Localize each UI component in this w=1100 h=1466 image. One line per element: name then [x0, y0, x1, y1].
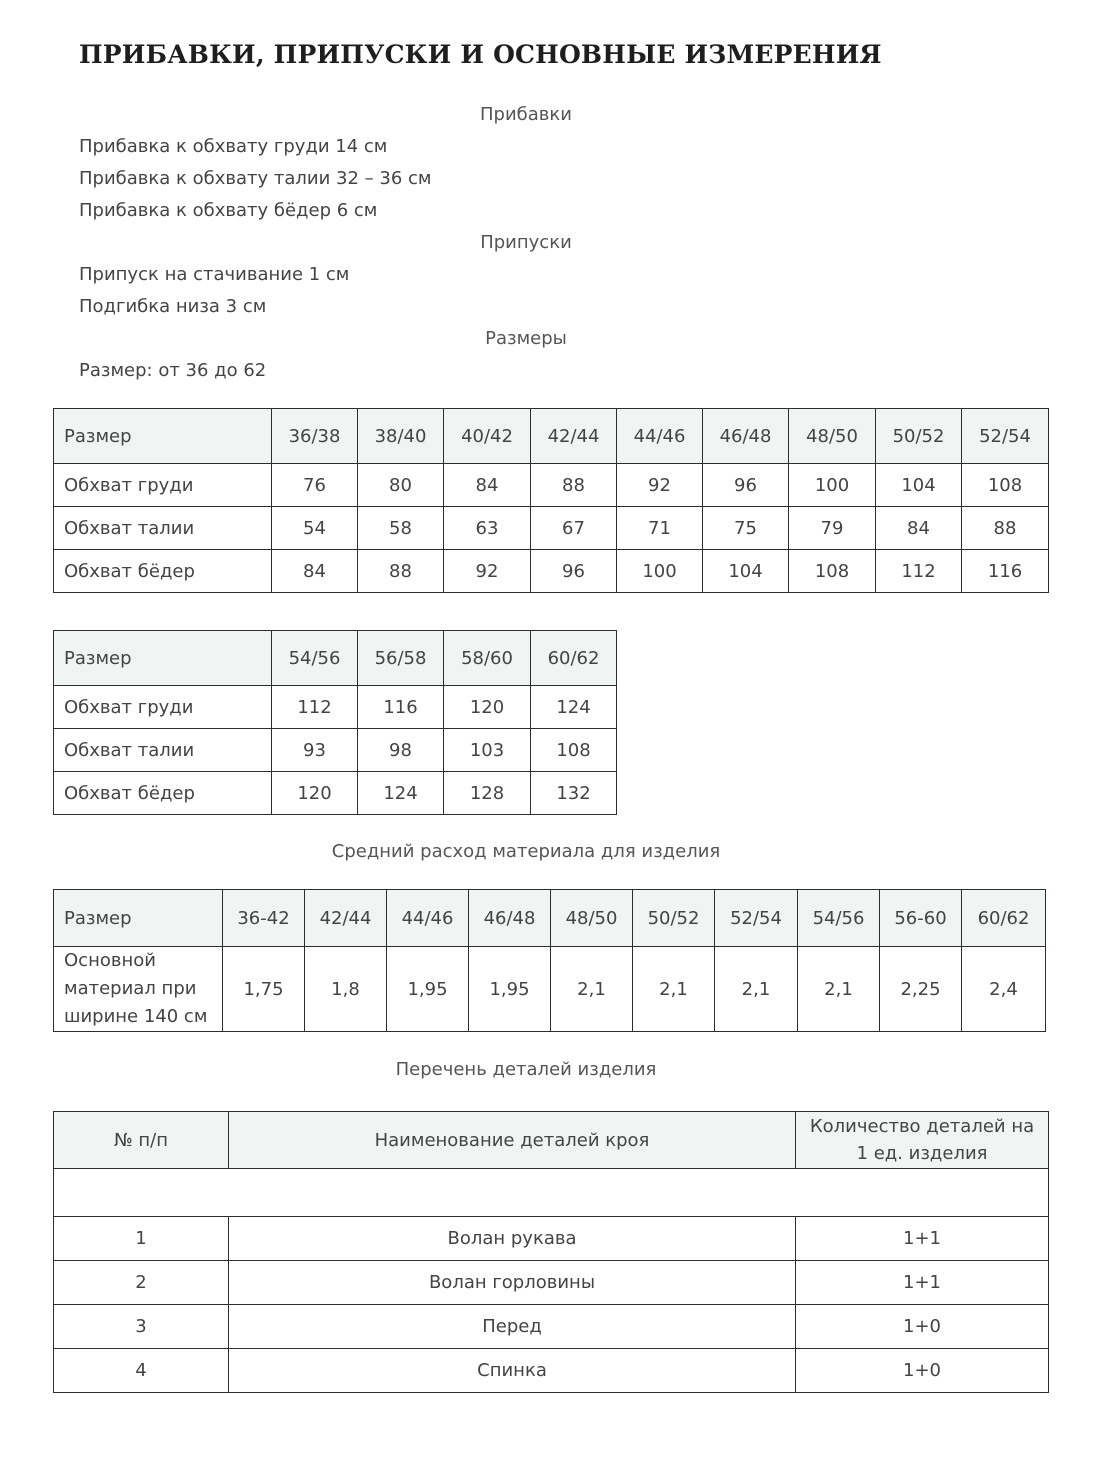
table-cell: 124	[531, 686, 617, 729]
header-cell: 48/50	[551, 890, 633, 947]
sizes-heading: Размеры	[485, 328, 567, 349]
table-row	[54, 772, 617, 815]
header-cell: Размер	[54, 890, 223, 947]
row-label: Обхват талии	[54, 729, 272, 772]
table-cell: 116	[962, 550, 1049, 593]
parts-heading: Перечень деталей изделия	[395, 1059, 657, 1080]
table-cell: 104	[876, 464, 962, 507]
table-cell: 98	[358, 729, 444, 772]
table-cell: 1+1	[796, 1261, 1049, 1305]
table-cell: 132	[531, 772, 617, 815]
header-cell-line: 1 ед. изделия	[856, 1143, 988, 1164]
table-header-row	[54, 890, 1046, 947]
page-title: ПРИБАВКИ, ПРИПУСКИ И ОСНОВНЫЕ ИЗМЕРЕНИЯ	[79, 40, 882, 69]
table-cell: 100	[789, 464, 876, 507]
header-cell: 52/54	[962, 409, 1049, 464]
header-cell: 58/60	[444, 631, 531, 686]
table-cell: 1	[54, 1217, 229, 1261]
header-cell: 36-42	[223, 890, 305, 947]
table-cell: 1+0	[796, 1349, 1049, 1393]
table-row	[54, 1217, 1049, 1261]
header-cell: 50/52	[633, 890, 715, 947]
table-cell: 1,95	[387, 947, 469, 1032]
header-cell: 44/46	[387, 890, 469, 947]
table-row	[54, 1261, 1049, 1305]
table-cell: 76	[272, 464, 358, 507]
table-cell: 108	[789, 550, 876, 593]
row-label-line: Основной	[64, 950, 156, 971]
header-cell: 36/38	[272, 409, 358, 464]
table-cell: 2,1	[633, 947, 715, 1032]
table-cell: 1+0	[796, 1305, 1049, 1349]
header-cell: 46/48	[469, 890, 551, 947]
header-cell: Наименование деталей кроя	[229, 1112, 796, 1169]
table-cell: 2,25	[880, 947, 962, 1032]
table-header-row	[54, 631, 617, 686]
table-cell: 120	[272, 772, 358, 815]
table-row	[54, 507, 1049, 550]
table-cell: 1,75	[223, 947, 305, 1032]
header-cell: 44/46	[617, 409, 703, 464]
table-row	[54, 464, 1049, 507]
table-cell: 2,4	[962, 947, 1046, 1032]
row-label: Обхват груди	[54, 686, 272, 729]
table-cell: 104	[703, 550, 789, 593]
table-row	[54, 947, 1046, 1032]
header-cell: 54/56	[272, 631, 358, 686]
table-cell: 128	[444, 772, 531, 815]
row-label-line: материал при	[64, 978, 197, 999]
table-cell: 88	[962, 507, 1049, 550]
table-cell: 103	[444, 729, 531, 772]
table-row	[54, 686, 617, 729]
header-cell: № п/п	[54, 1112, 229, 1169]
header-cell: 60/62	[962, 890, 1046, 947]
table-cell: 96	[531, 550, 617, 593]
size-table-2	[53, 630, 617, 815]
header-cell: 56/58	[358, 631, 444, 686]
addition-hips: Прибавка к обхвату бёдер 6 см	[79, 200, 378, 221]
table-cell: Спинка	[229, 1349, 796, 1393]
table-cell: 88	[531, 464, 617, 507]
table-cell: 54	[272, 507, 358, 550]
table-cell: 63	[444, 507, 531, 550]
header-cell	[796, 1112, 1049, 1169]
table-row	[54, 729, 617, 772]
table-row	[54, 1349, 1049, 1393]
table-cell: 1,95	[469, 947, 551, 1032]
table-row	[54, 1305, 1049, 1349]
table-cell: 4	[54, 1349, 229, 1393]
table-cell: Перед	[229, 1305, 796, 1349]
table-cell: 84	[444, 464, 531, 507]
row-label: Обхват бёдер	[54, 550, 272, 593]
table-cell: 67	[531, 507, 617, 550]
sizes-range: Размер: от 36 до 62	[79, 360, 267, 381]
allowance-hem: Подгибка низа 3 см	[79, 296, 267, 317]
material-heading: Средний расход материала для изделия	[331, 841, 721, 862]
table-cell: 92	[617, 464, 703, 507]
table-cell: 84	[876, 507, 962, 550]
table-cell: 92	[444, 550, 531, 593]
header-cell: 42/44	[531, 409, 617, 464]
empty-row	[54, 1169, 1049, 1217]
table-cell: 112	[876, 550, 962, 593]
table-cell: 124	[358, 772, 444, 815]
header-cell-line: Количество деталей на	[809, 1116, 1035, 1137]
table-header-row	[54, 409, 1049, 464]
header-cell: Размер	[54, 631, 272, 686]
table-cell: 3	[54, 1305, 229, 1349]
header-cell: 52/54	[715, 890, 798, 947]
row-label: Обхват бёдер	[54, 772, 272, 815]
table-cell: Волан горловины	[229, 1261, 796, 1305]
table-cell: 71	[617, 507, 703, 550]
table-cell: 2,1	[798, 947, 880, 1032]
allowance-seam: Припуск на стачивание 1 см	[79, 264, 350, 285]
header-cell: 50/52	[876, 409, 962, 464]
parts-table	[53, 1111, 1049, 1393]
header-cell: 54/56	[798, 890, 880, 947]
additions-heading: Прибавки	[480, 104, 572, 125]
header-cell: 56-60	[880, 890, 962, 947]
material-table	[53, 889, 1046, 1032]
allowances-heading: Припуски	[480, 232, 572, 253]
table-cell: 1,8	[305, 947, 387, 1032]
size-table-1	[53, 408, 1049, 593]
header-cell: 46/48	[703, 409, 789, 464]
table-cell: 120	[444, 686, 531, 729]
table-cell: 116	[358, 686, 444, 729]
table-row	[54, 550, 1049, 593]
table-header-row	[54, 1112, 1049, 1169]
header-cell: 42/44	[305, 890, 387, 947]
table-cell: 84	[272, 550, 358, 593]
table-cell: 79	[789, 507, 876, 550]
header-cell: 48/50	[789, 409, 876, 464]
row-label: Обхват груди	[54, 464, 272, 507]
addition-waist: Прибавка к обхвату талии 32 – 36 см	[79, 168, 432, 189]
header-cell: 40/42	[444, 409, 531, 464]
table-cell: 58	[358, 507, 444, 550]
header-cell: 60/62	[531, 631, 617, 686]
table-cell: 96	[703, 464, 789, 507]
header-cell: 38/40	[358, 409, 444, 464]
row-label	[54, 947, 223, 1032]
table-cell: 108	[962, 464, 1049, 507]
row-label-line: ширине 140 см	[64, 1006, 208, 1027]
table-cell: 2,1	[551, 947, 633, 1032]
table-cell: 100	[617, 550, 703, 593]
addition-chest: Прибавка к обхвату груди 14 см	[79, 136, 388, 157]
table-cell: Волан рукава	[229, 1217, 796, 1261]
table-cell: 88	[358, 550, 444, 593]
empty-cell	[54, 1169, 1049, 1217]
table-cell: 93	[272, 729, 358, 772]
table-cell: 2	[54, 1261, 229, 1305]
header-cell: Размер	[54, 409, 272, 464]
table-cell: 75	[703, 507, 789, 550]
table-cell: 80	[358, 464, 444, 507]
table-cell: 112	[272, 686, 358, 729]
table-cell: 2,1	[715, 947, 798, 1032]
table-cell: 1+1	[796, 1217, 1049, 1261]
table-cell: 108	[531, 729, 617, 772]
row-label: Обхват талии	[54, 507, 272, 550]
